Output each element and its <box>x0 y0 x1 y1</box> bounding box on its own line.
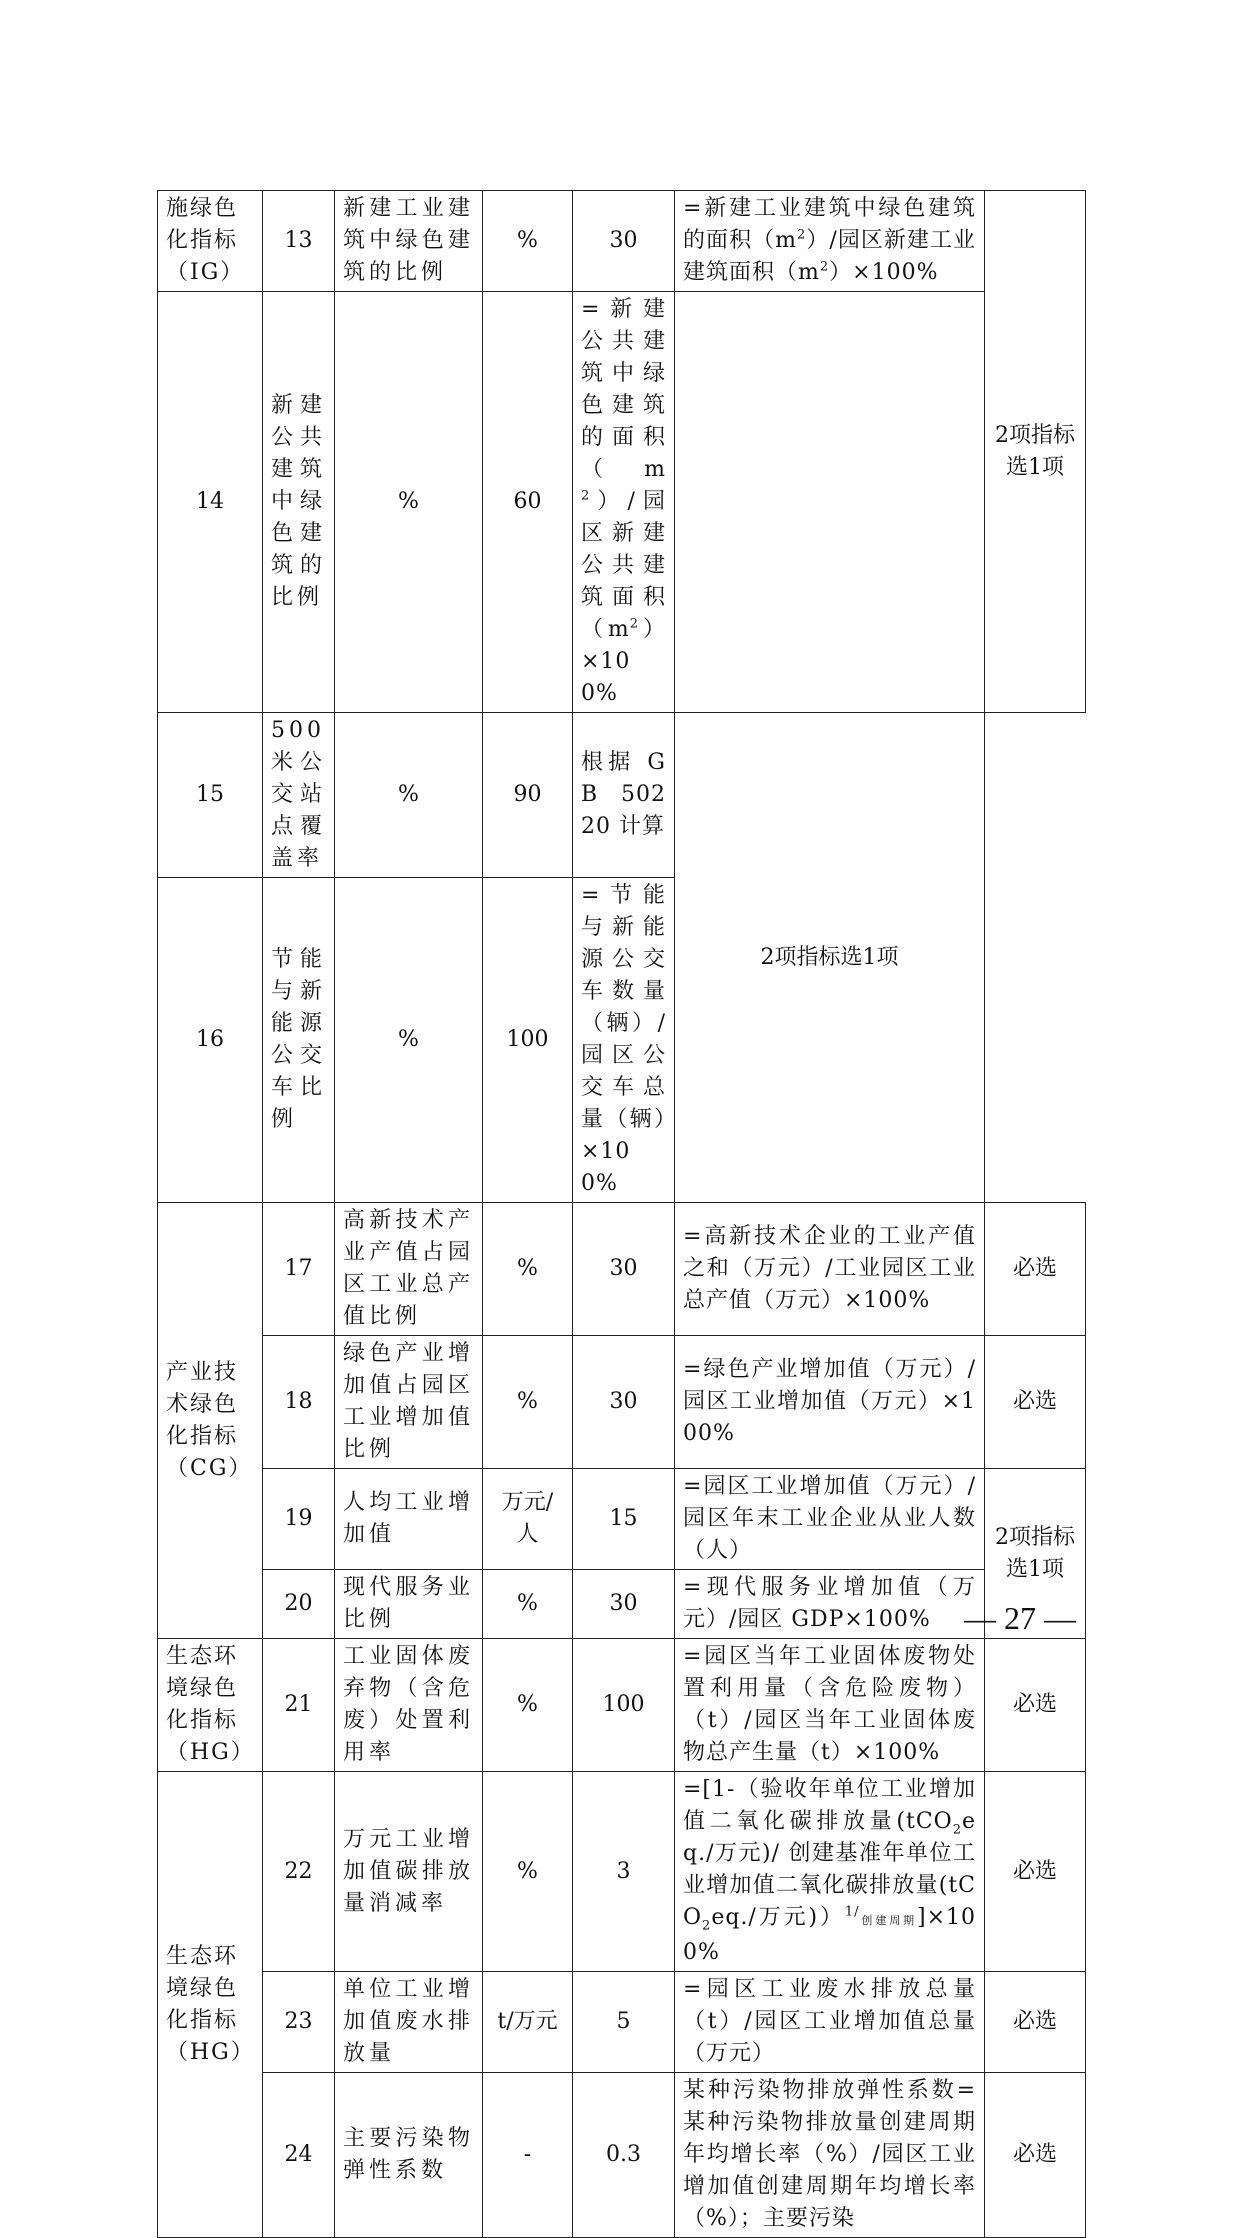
requirement-cell: 2项指标选1项 <box>675 713 985 1203</box>
row-number: 15 <box>158 713 263 878</box>
indicator-name: 500米公交站点覆盖率 <box>263 713 335 878</box>
table-row <box>158 292 1086 713</box>
unit-cell: - <box>483 2073 573 2238</box>
category-cell: 施绿色化指标（IG） <box>158 191 263 292</box>
target-value: 30 <box>573 1570 675 1639</box>
table-row <box>158 2073 1086 2238</box>
formula-cell: =现代服务业增加值（万元）/园区 GDP×100% <box>675 1570 985 1639</box>
formula-cell: =园区当年工业固体废物处置利用量（含危险废物）（t）/园区当年工业固体废物总产生量（t）×100% <box>675 1639 985 1772</box>
formula-cell: =绿色产业增加值（万元）/园区工业增加值（万元）×100% <box>675 1336 985 1469</box>
indicator-name: 万元工业增加值碳排放量消减率 <box>335 1772 483 1972</box>
requirement-cell: 2项指标选1项 <box>985 191 1086 713</box>
indicator-name: 人均工业增加值 <box>335 1469 483 1570</box>
category-cell: 生态环境绿色化指标（HG） <box>158 1639 263 1772</box>
target-value: 100 <box>483 878 573 1203</box>
table-row <box>158 1972 1086 2073</box>
category-cell: 生态环境绿色化指标（HG） <box>158 1772 263 2238</box>
indicator-table <box>157 190 1086 2238</box>
indicator-name: 高新技术产业产值占园区工业总产值比例 <box>335 1203 483 1336</box>
target-value: 90 <box>483 713 573 878</box>
indicator-name: 节能与新能源公交车比例 <box>263 878 335 1203</box>
unit-cell: % <box>483 1203 573 1336</box>
table-row <box>158 713 1086 878</box>
table-row <box>158 1203 1086 1336</box>
indicator-name: 现代服务业比例 <box>335 1570 483 1639</box>
unit-cell: t/万元 <box>483 1972 573 2073</box>
indicator-name: 新建公共建筑中绿色建筑的比例 <box>263 292 335 713</box>
unit-cell: 万元/人 <box>483 1469 573 1570</box>
formula-cell: =新建公共建筑中绿色建筑的面积$(m^2)/$园区新建公共建筑面积$(m^2)\times 100\%$ <box>573 292 675 713</box>
row-number: 13 <box>263 191 335 292</box>
row-number: 23 <box>263 1972 335 2073</box>
table-row <box>158 1772 1086 1972</box>
category-cell: 产业技术绿色化指标（CG） <box>158 1203 263 1639</box>
target-value: 0.3 <box>573 2073 675 2238</box>
requirement-cell: 必选 <box>985 2073 1086 2238</box>
requirement-cell: 2项指标选1项 <box>985 1469 1086 1639</box>
table-row <box>158 1469 1086 1570</box>
unit-cell: % <box>483 1570 573 1639</box>
row-number: 14 <box>158 292 263 713</box>
unit-cell: % <box>483 1639 573 1772</box>
formula-cell: 某种污染物排放弹性系数=某种污染物排放量创建周期年均增长率（%）/园区工业增加值创建周期年均增长率（%）；主要污染 <box>675 2073 985 2238</box>
target-value: 30 <box>573 191 675 292</box>
table-row <box>158 1639 1086 1772</box>
unit-cell: % <box>483 1772 573 1972</box>
unit-cell: % <box>335 878 483 1203</box>
requirement-cell: 必选 <box>985 1203 1086 1336</box>
target-value: 30 <box>573 1203 675 1336</box>
row-number: 18 <box>263 1336 335 1469</box>
formula-cell: =节能与新能源公交车数量（辆）/园区公交车总量（辆）×100% <box>573 878 675 1203</box>
table-row <box>158 1570 1086 1639</box>
unit-cell: % <box>483 1336 573 1469</box>
target-value: 100 <box>573 1639 675 1772</box>
unit-cell: % <box>335 292 483 713</box>
formula-cell: =新建工业建筑中绿色建筑的面积$(m^2)/$园区新建工业建筑面积$(m^2)\times 100\%$ <box>675 191 985 292</box>
target-value: 5 <box>573 1972 675 2073</box>
indicator-name: 工业固体废弃物（含危废）处置利用率 <box>335 1639 483 1772</box>
formula-cell: =[1-（验收年单位工业增加值二氧化碳排放量(tCO$_2$eq./万元)/ 创建基准年单位工业增加值二氧化碳排放量(tCO$_2$eq./万元)）$^{1/}$创建周期]×100% <box>675 1772 985 1972</box>
requirement-cell: 必选 <box>985 1972 1086 2073</box>
requirement-cell: 必选 <box>985 1336 1086 1469</box>
table-row <box>158 191 1086 292</box>
row-number: 16 <box>158 878 263 1203</box>
indicator-name: 主要污染物弹性系数 <box>335 2073 483 2238</box>
row-number: 24 <box>263 2073 335 2238</box>
row-number: 19 <box>263 1469 335 1570</box>
target-value: 30 <box>573 1336 675 1469</box>
formula-cell: =园区工业废水排放总量（t）/园区工业增加值总量（万元） <box>675 1972 985 2073</box>
table-row <box>158 1336 1086 1469</box>
row-number: 22 <box>263 1772 335 1972</box>
row-number: 20 <box>263 1570 335 1639</box>
target-value: 60 <box>483 292 573 713</box>
formula-cell: 根据 GB 50220 计算 <box>573 713 675 878</box>
indicator-name: 绿色产业增加值占园区工业增加值比例 <box>335 1336 483 1469</box>
formula-cell: =高新技术企业的工业产值之和（万元）/工业园区工业总产值（万元）×100% <box>675 1203 985 1336</box>
unit-cell: % <box>483 191 573 292</box>
page-number: — 27 — <box>964 1600 1076 1636</box>
indicator-name: 单位工业增加值废水排放量 <box>335 1972 483 2073</box>
requirement-cell: 必选 <box>985 1772 1086 1972</box>
requirement-cell: 必选 <box>985 1639 1086 1772</box>
row-number: 17 <box>263 1203 335 1336</box>
row-number: 21 <box>263 1639 335 1772</box>
unit-cell: % <box>335 713 483 878</box>
target-value: 3 <box>573 1772 675 1972</box>
target-value: 15 <box>573 1469 675 1570</box>
formula-cell: =园区工业增加值（万元）/园区年末工业企业从业人数（人） <box>675 1469 985 1570</box>
indicator-name: 新建工业建筑中绿色建筑的比例 <box>335 191 483 292</box>
